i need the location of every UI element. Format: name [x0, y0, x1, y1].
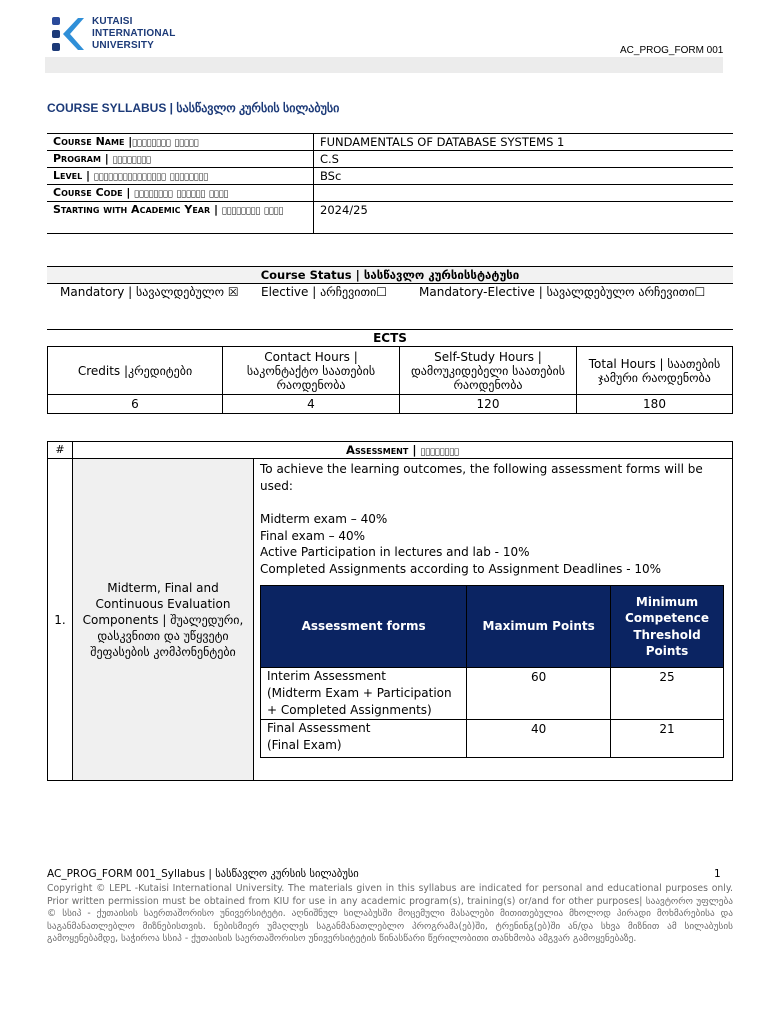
info-value: 2024/25 [314, 202, 734, 234]
status-option-mandatory[interactable]: Mandatory | სავალდებულო ☒ [60, 285, 239, 299]
min-points-cell: 25 [611, 668, 724, 720]
page-title: COURSE SYLLABUS | სასწავლო კურსის სილაბუსი [47, 101, 340, 115]
max-points-header: Maximum Points [467, 586, 611, 668]
form-name: Final Assessment [267, 721, 371, 735]
assessment-details [254, 459, 733, 781]
ects-column-header: Contact Hours | საკონტაქტო საათების რაოდენობა [223, 347, 400, 395]
form-code: AC_PROG_FORM 001 [620, 45, 724, 56]
form-detail: (Midterm Exam + Participation + Completed Assignments) [267, 686, 452, 717]
page-number: 1 [714, 868, 721, 880]
table-row [261, 668, 724, 720]
copyright-notice: Copyright © LEPL -Kutaisi International University. The materials given in this syllabus are indicated for personal and educational purposes only. Prior written permission must be obtained from KIU for use in any academic program(s), training(s) or/and for other purposes| საავტორო უფლება © სსიპ - ქუთაისის საერთაშორისო უნივერსიტეტი. აღნიშნულ სილაბუსში მოცემული მასალები მითითებულია მხოლოდ პირადი მოხმარებისა და საგანმანათლებლო მიზნებისთვის. ნებისმიერ უმაღლეს საგანმანათლებლო პროგრამა(ებ)ში, ტრენინგ(ებ)ში ან/და სხვა მიზნით ამ სილაბუსის გამოყენებამდე, საჭიროა სსიპ - ქუთაისის საერთაშორისო უნივერსიტეტის წინასწარი წერილობითი თანხმობა ამგვარ გამოყენებაზე. [47, 883, 733, 944]
max-points-cell: 40 [467, 720, 611, 758]
form-name: Interim Assessment [267, 669, 386, 683]
assessment-forms-table [260, 585, 724, 758]
form-detail: (Final Exam) [267, 738, 342, 752]
course-status-heading: Course Status | სასწავლო კურსისსტატუსი [47, 266, 733, 284]
assessment-intro: To achieve the learning outcomes, the following assessment forms will be used: [260, 462, 703, 493]
info-label: Starting with Academic Year | სასწავლო წელი [47, 202, 314, 234]
min-points-cell: 21 [611, 720, 724, 758]
assessment-item: Final exam – 40% [260, 528, 366, 543]
info-value: FUNDAMENTALS OF DATABASE SYSTEMS 1 [314, 134, 734, 151]
table-row [47, 134, 733, 151]
table-row [47, 185, 733, 202]
status-option-elective[interactable]: Elective | არჩევითი☐ [261, 285, 388, 299]
ects-column-header: Credits |კრედიტები [48, 347, 223, 395]
footer-form-label: AC_PROG_FORM 001_Syllabus | სასწავლო კურსის სილაბუსი [47, 868, 359, 880]
ects-value: 180 [577, 395, 733, 414]
table-row [47, 202, 733, 234]
kiu-logo-icon [50, 16, 84, 52]
table-row [47, 151, 733, 168]
row-number: 1. [48, 459, 73, 781]
table-row [47, 168, 733, 185]
table-row [261, 586, 724, 668]
ects-value: 4 [223, 395, 400, 414]
university-name: KUTAISI INTERNATIONAL UNIVERSITY [92, 16, 176, 51]
ects-column-header: Total Hours | საათების ჯამური რაოდენობა [577, 347, 733, 395]
table-row [48, 347, 733, 395]
assessment-heading: Assessment | შეფასება [73, 442, 733, 459]
info-label: Course Code | სასწავლო კურსის კოდი [47, 185, 314, 202]
ects-value: 6 [48, 395, 223, 414]
assessment-form-cell [261, 720, 467, 758]
info-label: Course Name |სასწავლო კურსი [47, 134, 314, 151]
info-value [314, 185, 734, 202]
assessment-item: Midterm exam – 40% [260, 512, 388, 526]
info-value: BSc [314, 168, 734, 185]
table-row [261, 720, 724, 758]
table-row [48, 442, 733, 459]
forms-header: Assessment forms [261, 586, 467, 668]
ects-table [47, 346, 733, 414]
header-bar [45, 57, 723, 73]
ects-column-header: Self-Study Hours | დამოუკიდებელი საათების რაოდენობა [400, 347, 577, 395]
hash-header: # [48, 442, 73, 459]
min-points-header: Minimum Competence Threshold Points [611, 586, 724, 668]
assessment-form-cell [261, 668, 467, 720]
info-value: C.S [314, 151, 734, 168]
assessment-component: Midterm, Final and Continuous Evaluation Components | შუალედური, დასკვნითი და უწყვეტი შეფასების კომპონენტები [73, 459, 254, 781]
assessment-item: Active Participation in lectures and lab - 10% [260, 545, 530, 559]
assessment-item: Completed Assignments according to Assignment Deadlines - 10% [260, 561, 662, 576]
info-label: Level | საგანმანათლებლო საფეხური [47, 168, 314, 185]
course-info-table [47, 133, 733, 234]
table-row [48, 395, 733, 414]
info-label: Program | პროგრამა [47, 151, 314, 168]
max-points-cell: 60 [467, 668, 611, 720]
table-row [48, 459, 733, 781]
status-option-mandatory-elective[interactable]: Mandatory-Elective | სავალდებულო არჩევითი☐ [419, 285, 706, 299]
assessment-table [47, 441, 733, 781]
ects-heading: ECTS [47, 329, 733, 346]
ects-value: 120 [400, 395, 577, 414]
